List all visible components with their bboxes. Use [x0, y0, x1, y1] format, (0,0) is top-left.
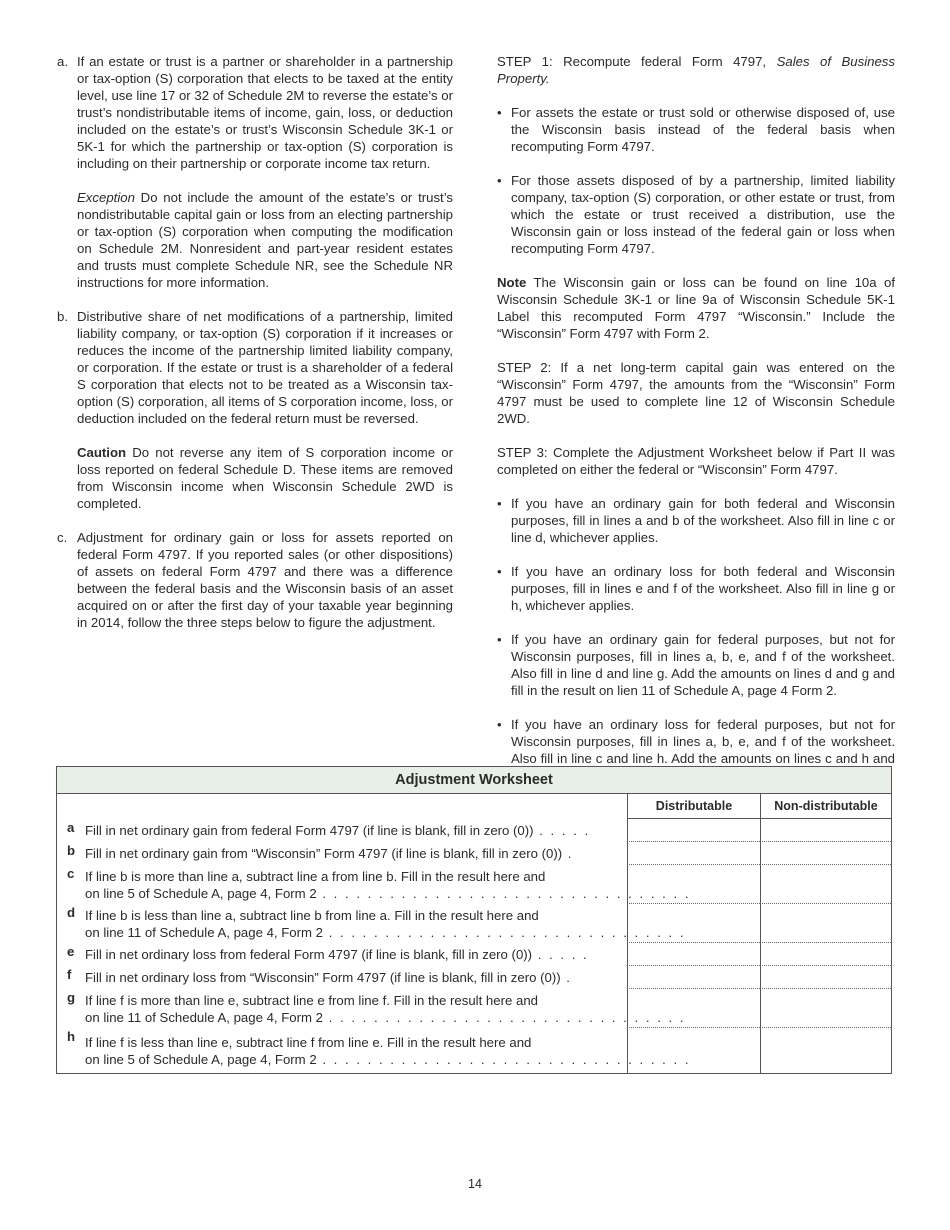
leader-dots: . . . . .: [533, 823, 591, 838]
line-a-distributable-field[interactable]: [627, 819, 760, 842]
step3-bullet: • If you have an ordinary gain for both federal and Wisconsin purposes, fill in lines a and b of the worksheet. Also fill in line c or line d, whichever applies.: [497, 495, 895, 546]
line-a-nondistributable-field[interactable]: [760, 819, 891, 842]
worksheet-line-b: [57, 842, 627, 865]
line-e-distributable-field[interactable]: [627, 943, 760, 966]
line-key: a: [67, 820, 75, 835]
line-key: e: [67, 944, 75, 959]
step2-paragraph: STEP 2: If a net long-term capital gain was entered on the “Wisconsin” Form 4797, the amounts from the “Wisconsin” Form 4797 must be used to complete line 12 of Wisconsin Schedule 2WD.: [497, 360, 895, 426]
note-paragraph: [497, 274, 895, 342]
leader-dots: . . . . .: [532, 947, 589, 962]
line-c-distributable-field[interactable]: [627, 865, 760, 904]
page-number: 14: [468, 1177, 482, 1191]
worksheet-header-spacer: [57, 794, 627, 818]
line-key: h: [67, 1029, 76, 1044]
line-key: g: [67, 990, 76, 1005]
exception-paragraph: [77, 189, 453, 291]
item-a-label: a.: [57, 54, 68, 69]
line-d-nondistributable-field[interactable]: [760, 904, 891, 943]
item-b: [57, 308, 453, 512]
line-text: Fill in net ordinary loss from “Wisconsin” Form 4797 (if line is blank, fill in zero (0)): [85, 970, 561, 985]
worksheet-grid: [57, 794, 891, 1073]
line-text-continued: on line 5 of Schedule A, page 4, Form 2: [85, 885, 317, 901]
step1-text: STEP 1: Recompute federal Form 4797,: [497, 54, 777, 69]
exception-text: Do not include the amount of the estate’s or trust’s nondistributable capital gain or loss from an electing partnership or tax-option (S) corporation when computing the modification on Schedule 2M. Nonresident and part-year resident estates and trusts must complete Schedule NR, see the Schedule NR instructions for more information.: [77, 190, 453, 290]
right-column: [497, 53, 895, 784]
line-d-distributable-field[interactable]: [627, 904, 760, 943]
adjustment-worksheet: [56, 766, 892, 1074]
line-g-nondistributable-field[interactable]: [760, 989, 891, 1028]
item-a-text: If an estate or trust is a partner or shareholder in a partnership or tax-option (S) corporation that elects to be taxed at the entity level, use line 17 or 32 of Schedule 2M to reverse the estate’s or trust’s nondistributable items of income, gain, loss, or deduction included on the estate’s or trust’s Wisconsin Schedule 3K-1 or 5K-1 for which the partnership or tax-option (S) corporation is including on their partnership or corporate income tax return.: [77, 54, 453, 171]
line-key: d: [67, 905, 76, 920]
step3-bullet: • If you have an ordinary gain for federal purposes, but not for Wisconsin purposes, fill in lines a, b, e, and f of the worksheet. Also fill in line d and line g. Add the amounts on lines d and g and fill in the result on lien 11 of Schedule A, page 4 Form 2.: [497, 631, 895, 699]
item-c-text: Adjustment for ordinary gain or loss for assets reported on federal Form 4797. If you reported sales (or other dispositions) of assets on federal Form 4797 and there was a difference between the federal basis and the Wisconsin basis of an asset acquired on or after the first day of your taxable year beginning in 2014, follow the three steps below to figure the adjustment.: [77, 530, 453, 630]
leader-dots: . . . . . . . . . . . . . . . . . . . . . . . . . . . . . . . . .: [316, 885, 691, 901]
step1-heading: [497, 53, 895, 87]
caution-text: Do not reverse any item of S corporation income or loss reported on federal Schedule D. These items are removed from Wisconsin income when Wisconsin Schedule 2WD is completed.: [77, 445, 453, 511]
caution-label: Caution: [77, 445, 127, 460]
line-text: If line b is less than line a, subtract line b from line a. Fill in the result here and: [85, 907, 539, 923]
line-key: c: [67, 866, 75, 881]
note-text: The Wisconsin gain or loss can be found on line 10a of Wisconsin Schedule 3K-1 or line 9a of Wisconsin Schedule 5K-1 Label this recomputed Form 4797 “Wisconsin.” Include the “Wisconsin” Form 4797 with Form 2.: [497, 275, 895, 341]
line-text: Fill in net ordinary gain from federal Form 4797 (if line is blank, fill in zero (0)): [85, 823, 534, 838]
line-text-continued: on line 11 of Schedule A, page 4, Form 2: [85, 924, 324, 940]
step1-bullet: • For those assets disposed of by a partnership, limited liability company, tax-option (S) corporation, or other estate or trust, from which the estate or trust received a distribution, use the Wisconsin gain or loss instead of the federal gain or loss when recomputing Form 4797.: [497, 172, 895, 257]
distributable-column-header: Distributable: [627, 794, 760, 819]
item-b-label: b.: [57, 309, 68, 324]
item-a: [57, 53, 453, 291]
worksheet-line-c: [57, 865, 691, 904]
line-text: Fill in net ordinary loss from federal Form 4797 (if line is blank, fill in zero (0)): [85, 947, 533, 962]
worksheet-line-g: [57, 989, 686, 1028]
line-g-distributable-field[interactable]: [627, 989, 760, 1028]
leader-dots: . . . . . . . . . . . . . . . . . . . . . . . . . . . . . . . .: [323, 924, 686, 940]
line-f-nondistributable-field[interactable]: [760, 966, 891, 989]
step3-bullet-list: [497, 495, 895, 784]
line-b-distributable-field[interactable]: [627, 842, 760, 865]
nondistributable-column-header: Non-distributable: [760, 794, 891, 819]
line-e-nondistributable-field[interactable]: [760, 943, 891, 966]
worksheet-line-e: [57, 943, 627, 966]
note-label: Note: [497, 275, 527, 290]
line-text-continued: on line 5 of Schedule A, page 4, Form 2: [85, 1051, 317, 1067]
step1-bullet-list: [497, 104, 895, 257]
line-text: Fill in net ordinary gain from “Wisconsin” Form 4797 (if line is blank, fill in zero (0)): [85, 846, 563, 861]
item-b-text: Distributive share of net modifications of a partnership, limited liability company, or tax-option (S) corporation if it increases or reduces the income of the partnership limited liability company, or corporation. If the estate or trust is a shareholder of a federal S corporation that elects not to be treated as a Wisconsin tax-option (S) corporation, all items of S corporation income, loss, or deduction included on the federal return must be reversed.: [77, 309, 453, 426]
step3-bullet: • If you have an ordinary loss for federal purposes, but not for Wisconsin purposes, fill in lines a, b, e, and f of the worksheet. Also fill in line c and line h. Add the amounts on lines c and h and: [497, 716, 895, 784]
worksheet-line-a: [57, 819, 627, 842]
step3-bullet: • If you have an ordinary loss for both federal and Wisconsin purposes, fill in lines e and f of the worksheet. Also fill in line g or h, whichever applies.: [497, 563, 895, 614]
line-h-distributable-field[interactable]: [627, 1028, 760, 1073]
step1-form-title: Sales of Business Property.: [497, 54, 895, 86]
line-c-nondistributable-field[interactable]: [760, 865, 891, 904]
leader-dots: .: [560, 970, 572, 985]
line-b-nondistributable-field[interactable]: [760, 842, 891, 865]
caution-paragraph: [77, 444, 453, 512]
leader-dots: . . . . . . . . . . . . . . . . . . . . . . . . . . . . . . . .: [323, 1009, 686, 1025]
worksheet-line-f: [57, 966, 627, 989]
line-text: If line f is more than line e, subtract line e from line f. Fill in the result here and: [85, 992, 538, 1008]
leader-dots: .: [562, 846, 574, 861]
left-column: [57, 53, 453, 631]
line-text: If line b is more than line a, subtract line a from line b. Fill in the result here and: [85, 868, 546, 884]
line-key: f: [67, 967, 72, 982]
line-text-continued: on line 11 of Schedule A, page 4, Form 2: [85, 1009, 324, 1025]
line-f-distributable-field[interactable]: [627, 966, 760, 989]
item-c-label: c.: [57, 530, 68, 545]
worksheet-line-d: [57, 904, 686, 943]
exception-label: Exception: [77, 190, 135, 205]
line-text: If line f is less than line e, subtract line f from line e. Fill in the result here and: [85, 1034, 532, 1050]
item-c: [57, 529, 453, 631]
line-key: b: [67, 843, 76, 858]
worksheet-title: Adjustment Worksheet: [57, 767, 891, 794]
leader-dots: . . . . . . . . . . . . . . . . . . . . . . . . . . . . . . . . .: [316, 1051, 691, 1067]
line-h-nondistributable-field[interactable]: [760, 1028, 891, 1073]
step1-bullet: • For assets the estate or trust sold or otherwise disposed of, use the Wisconsin basis instead of the federal basis when recomputing Form 4797.: [497, 104, 895, 155]
step3-paragraph: STEP 3: Complete the Adjustment Worksheet below if Part II was completed on either the federal or “Wisconsin” Form 4797.: [497, 445, 895, 477]
worksheet-line-h: [57, 1028, 691, 1073]
